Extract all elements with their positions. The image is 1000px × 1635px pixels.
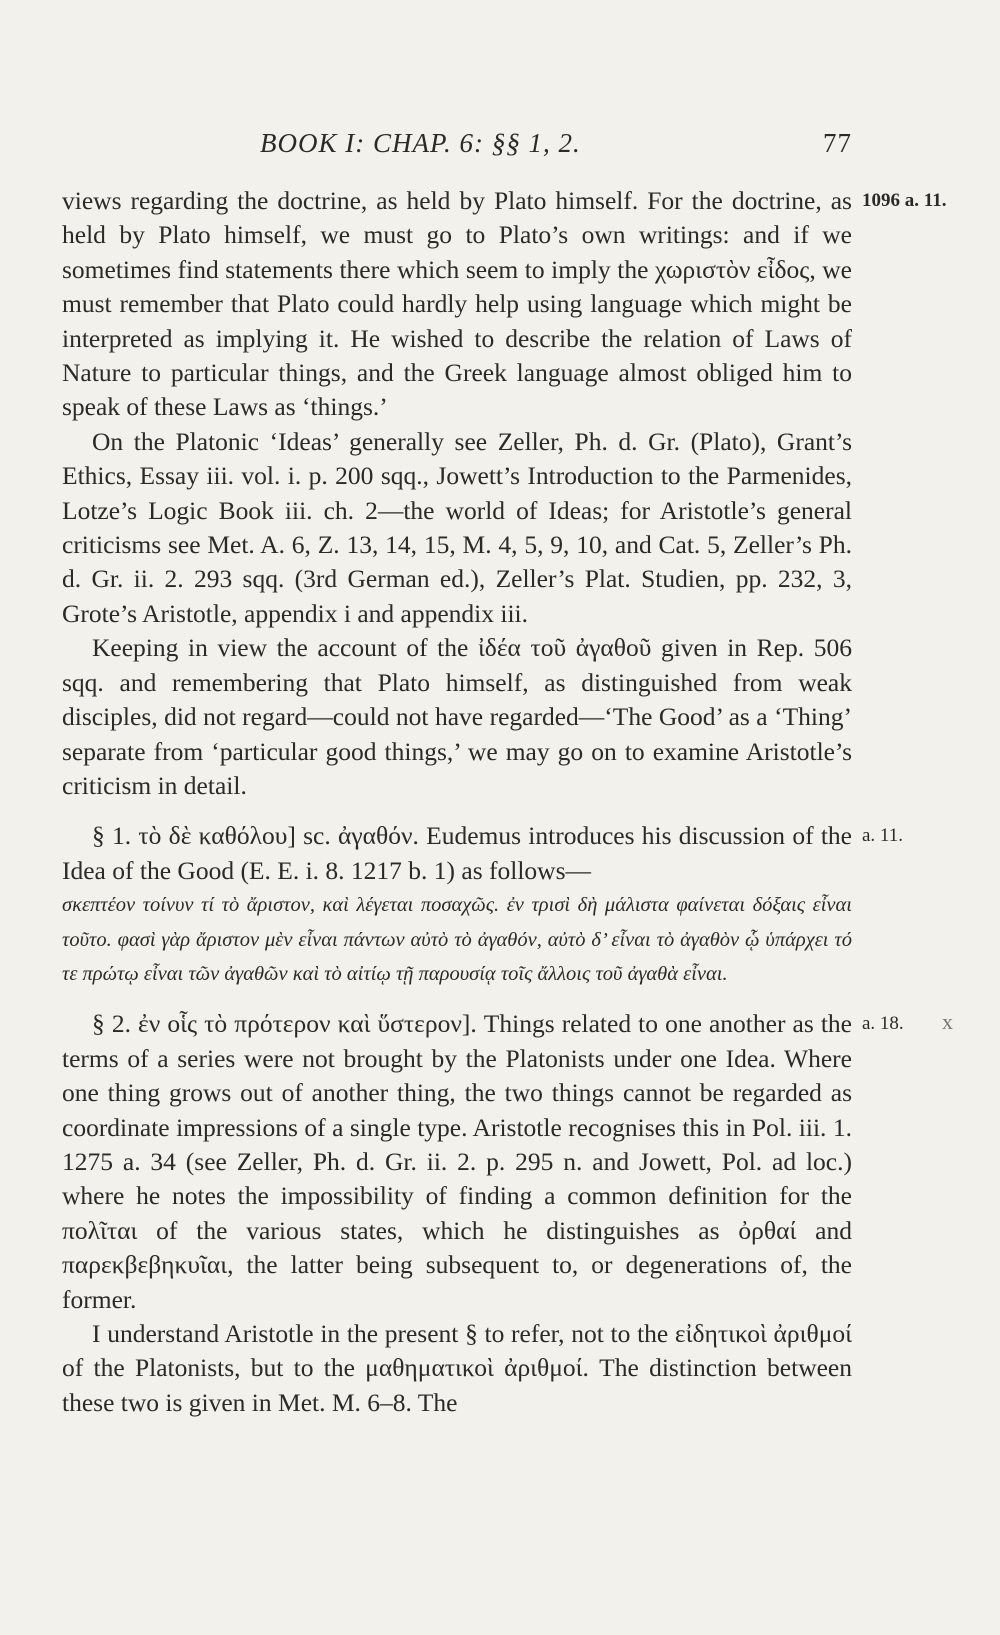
- margin-reference: a. 18.: [862, 1013, 904, 1035]
- page-body: [62, 184, 953, 1420]
- paragraph-text: I understand Aristotle in the present § to refer, not to the εἰδητικοὶ ἀριθμοί of the Platonists, but to the μαθηματικοὶ ἀριθμοί. The distinction between these two is given in Met. M. 6–8. The: [62, 1319, 852, 1417]
- paragraph-bibliography: [62, 425, 852, 631]
- paragraph-text: Keeping in view the account of the ἰδέα τοῦ ἀγαθοῦ given in Rep. 506 sqq. and remembering that Plato himself, as distinguished from weak disciples, did not regard—could not have regarded—‘The Good’ as a ‘Thing’ separate from ‘particular good things,’ we may go on to examine Aristotle’s criticism in detail.: [62, 633, 852, 800]
- running-title: BOOK I: CHAP. 6: §§ 1, 2.: [260, 128, 581, 158]
- paragraph-text: § 2. ἐν οἷς τὸ πρότερον καὶ ὕστερον]. Things related to one another as the terms of a series were not brought by the Platonists under one Idea. Where one thing grows out of another thing, the two things cannot be regarded as coordinate impressions of a single type. Aristotle recognises this in Pol. iii. 1. 1275 a. 34 (see Zeller, Ph. d. Gr. ii. 2. p. 295 n. and Jowett, Pol. ad loc.) where he notes the impossibility of finding a common definition for the πολῖται of the various states, which he distinguishes as ὀρθαί and παρεκβεβηκυῖαι, the latter being subsequent to, or degenerations of, the former.: [62, 1009, 852, 1314]
- section-2-note: [62, 1007, 953, 1317]
- paragraph-continuation: [62, 184, 947, 425]
- paragraph-text: On the Platonic ‘Ideas’ generally see Zeller, Ph. d. Gr. (Plato), Grant’s Ethics, Essay iii. vol. i. p. 200 sqq., Jowett’s Introduction to the Parmenides, Lotze’s Logic Book iii. ch. 2—the world of Ideas; for Aristotle’s general criticisms see Met. A. 6, Z. 13, 14, 15, M. 4, 5, 9, 10, and Cat. 5, Zeller’s Ph. d. Gr. ii. 2. 293 sqq. (3rd German ed.), Zeller’s Plat. Studien, pp. 232, 3, Grote’s Aristotle, appendix i and appendix iii.: [62, 426, 852, 628]
- running-header: [62, 128, 852, 168]
- section-1-note: [62, 819, 903, 888]
- paragraph-numbers: [62, 1317, 852, 1420]
- paragraph-text: views regarding the doctrine, as held by Plato himself. For the doctrine, as held by Plato himself, we must go to Plato’s own writings: and if we sometimes find statements there which seem to imply the χωριστὸν εἶδος, we must remember that Plato could hardly help using language which might be interpreted as implying it. He wished to describe the relation of Laws of Nature to particular things, and the Greek language almost obliged him to speak of these Laws as ‘things.’: [62, 186, 852, 422]
- paragraph-text: σκεπτέον τοίνυν τί τὸ ἄριστον, καὶ λέγεται ποσαχῶς. ἐν τρισὶ δὴ μάλιστα φαίνεται δόξαις εἶναι τοῦτο. φασὶ γὰρ ἄριστον μὲν εἶναι πάντων αὐτὸ τὸ ἀγαθόν, αὐτὸ δ’ εἶναι τὸ ἀγαθὸν ᾧ ὑπάρχει τό τε πρώτῳ εἶναι τῶν ἀγαθῶν καὶ τὸ αἰτίῳ τῇ παρουσίᾳ τοῖς ἄλλοις τοῦ ἀγαθὰ εἶναι.: [62, 894, 852, 985]
- pencil-mark: x: [942, 1009, 953, 1035]
- paragraph-idea-of-good: [62, 631, 852, 803]
- paragraph-text: § 1. τὸ δὲ καθόλου] sc. ἀγαθόν. Eudemus introduces his discussion of the Idea of the Good (E. E. i. 8. 1217 b. 1) as follows—: [62, 821, 852, 885]
- margin-reference: a. 11.: [862, 825, 903, 847]
- greek-quotation: [62, 888, 852, 991]
- page-number: 77: [823, 128, 852, 158]
- margin-reference: 1096 a. 11.: [862, 190, 947, 211]
